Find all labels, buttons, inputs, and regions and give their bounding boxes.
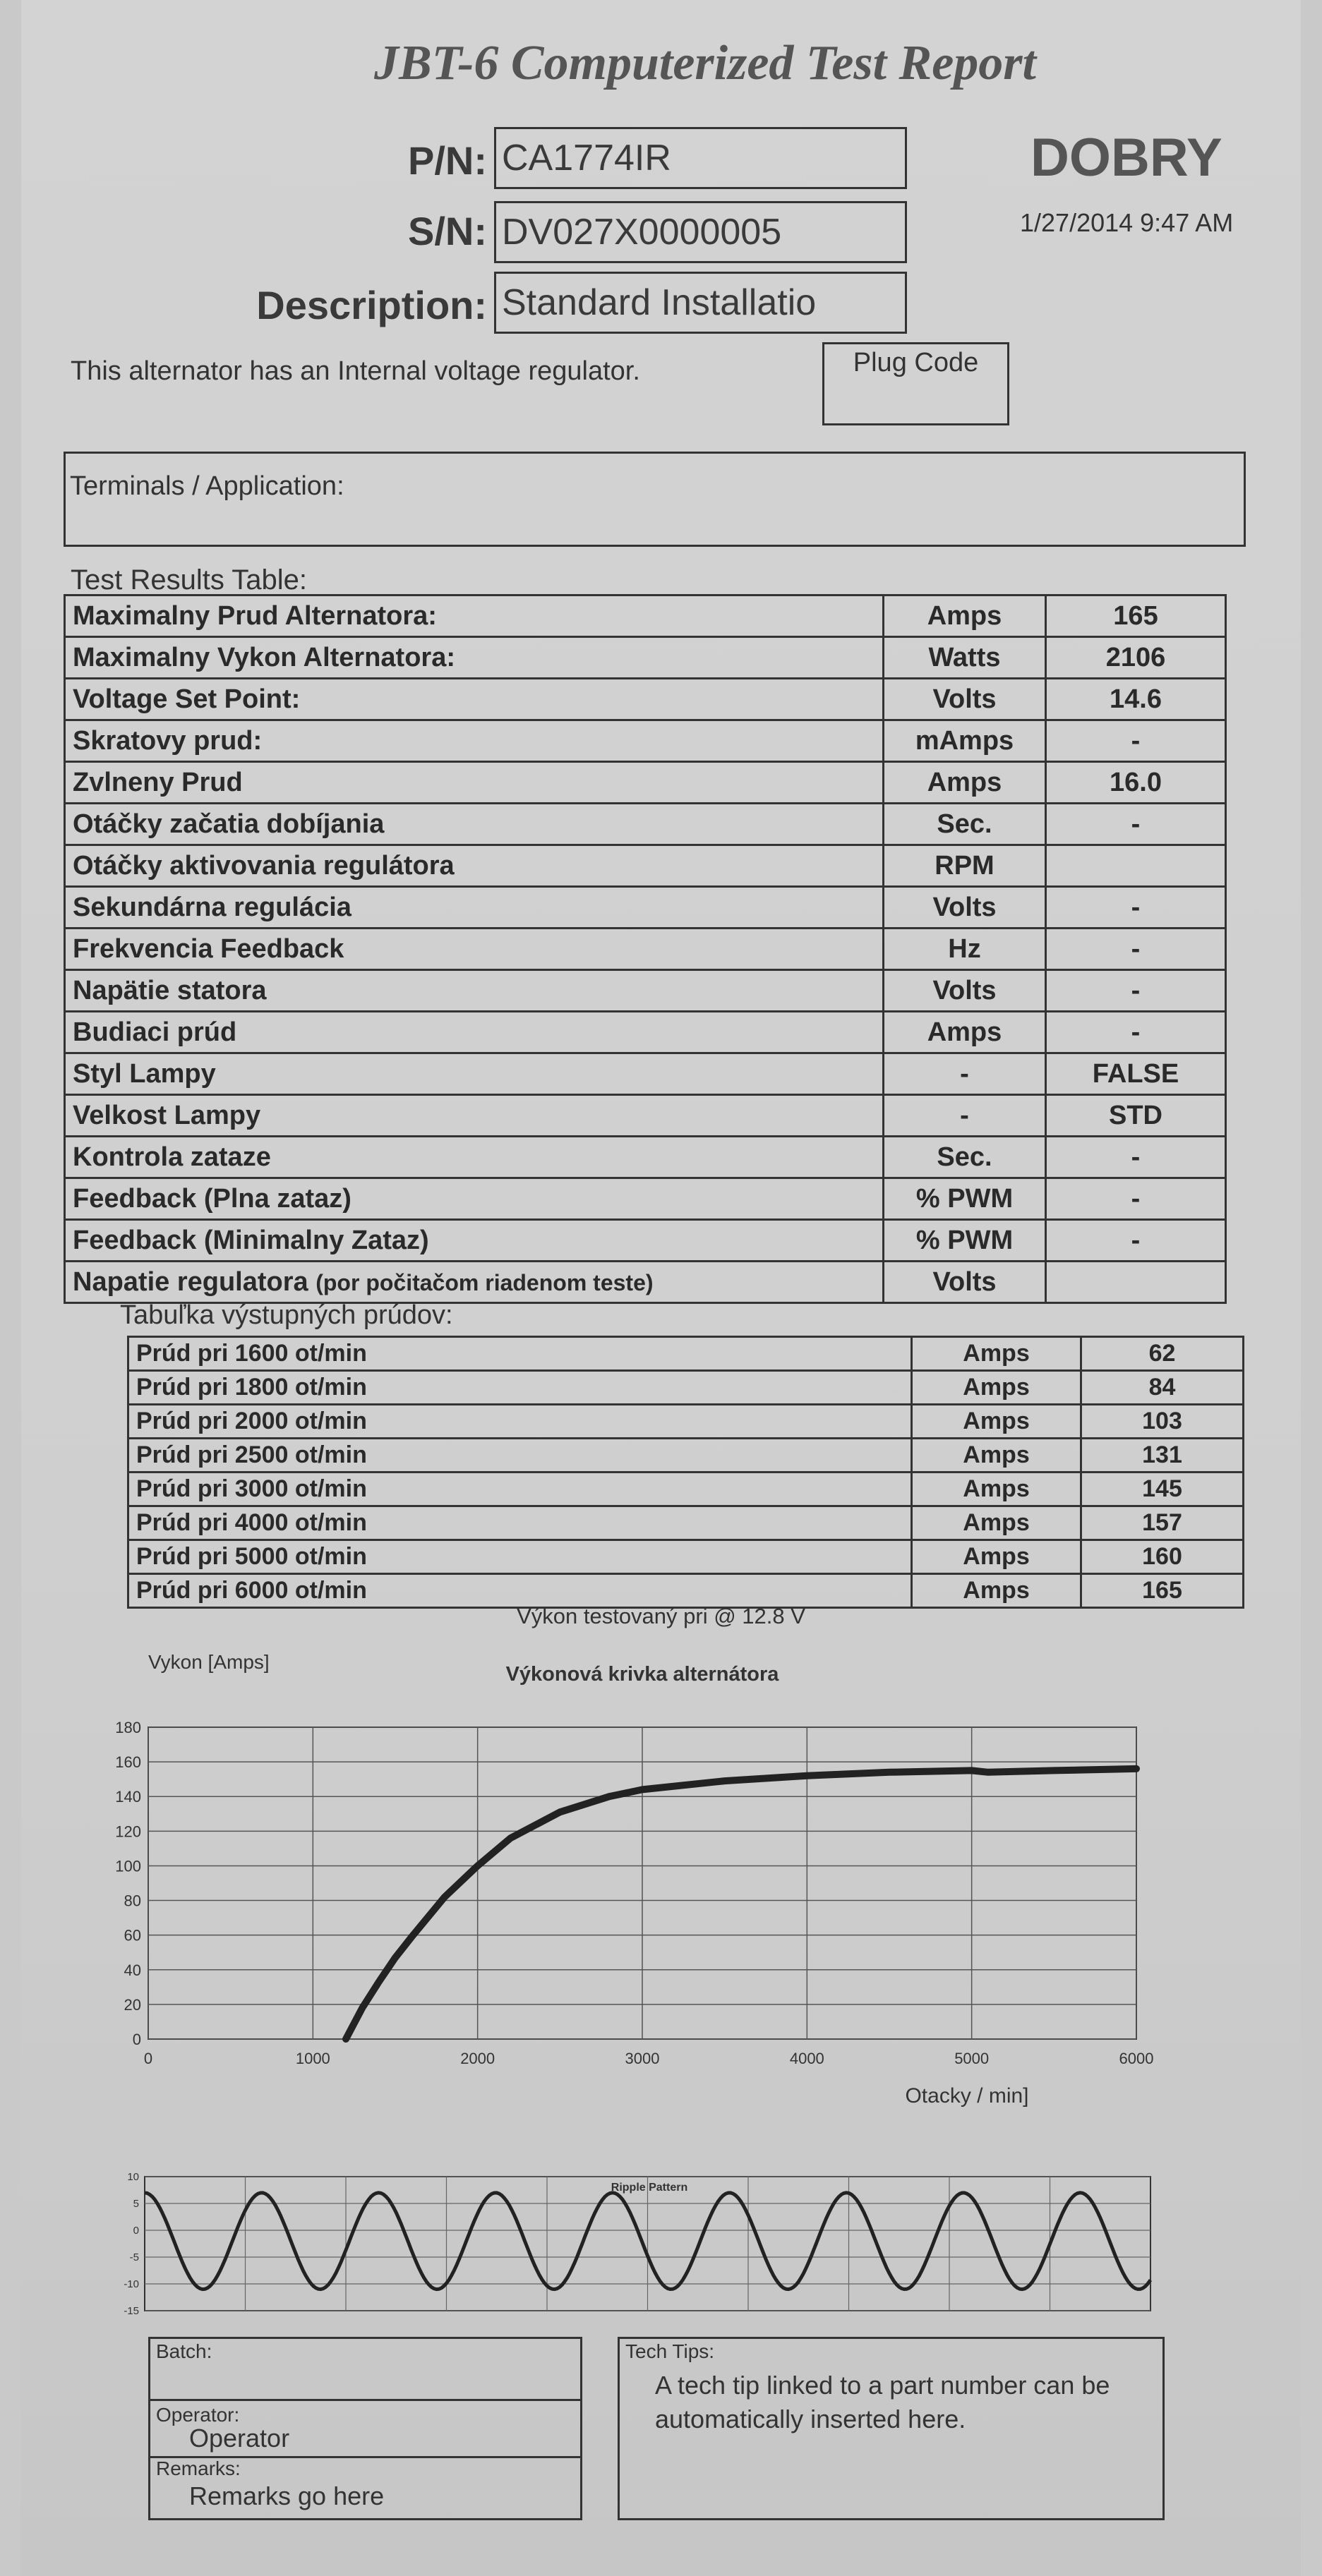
output-unit: Amps — [912, 1473, 1081, 1506]
result-status: DOBRY — [1030, 128, 1222, 188]
result-row — [65, 762, 1226, 804]
ripple-tick-label: -5 — [129, 2251, 139, 2263]
output-row — [128, 1439, 1244, 1473]
tech-tips-label: Tech Tips: — [625, 2340, 715, 2362]
result-row — [65, 720, 1226, 762]
results-title: Test Results Table: — [71, 564, 307, 595]
x-tick-label: 4000 — [789, 2050, 824, 2067]
result-label-text: Otáčky začatia dobíjania — [73, 809, 385, 839]
result-label-text: Otáčky aktivovania regulátora — [73, 850, 455, 881]
result-label — [65, 679, 884, 720]
result-unit: Volts — [884, 970, 1046, 1012]
report-title: JBT-6 Computerized Test Report — [374, 36, 1036, 90]
output-unit: Amps — [912, 1439, 1081, 1473]
result-unit: Watts — [884, 637, 1046, 679]
y-tick-label: 40 — [124, 1961, 141, 1979]
y-tick-label: 180 — [115, 1719, 141, 1736]
result-row — [65, 1095, 1226, 1137]
output-row — [128, 1473, 1244, 1506]
result-unit: - — [884, 1095, 1046, 1137]
output-label — [128, 1540, 912, 1574]
result-value — [1046, 1262, 1226, 1303]
y-tick-label: 120 — [115, 1822, 141, 1841]
output-row — [128, 1371, 1244, 1405]
result-label — [65, 929, 884, 970]
result-label — [65, 595, 884, 637]
y-tick-label: 60 — [124, 1926, 141, 1945]
output-unit: Amps — [912, 1506, 1081, 1540]
description-field: Standard Installatio — [494, 272, 907, 334]
x-axis-label: Otacky / min] — [905, 2084, 1029, 2108]
result-unit: Volts — [884, 679, 1046, 720]
output-row — [128, 1574, 1244, 1608]
result-label — [65, 1262, 884, 1303]
result-row — [65, 1137, 1226, 1178]
result-row — [65, 679, 1226, 720]
result-unit: Amps — [884, 762, 1046, 804]
result-value: - — [1046, 804, 1226, 845]
test-voltage-note: Výkon testovaný pri @ 12.8 V — [517, 1604, 805, 1628]
result-row — [65, 845, 1226, 887]
result-label-text: Styl Lampy — [73, 1058, 216, 1089]
ripple-tick-label: 10 — [127, 2171, 139, 2183]
pn-field: CA1774IR — [494, 127, 907, 189]
result-unit: % PWM — [884, 1178, 1046, 1220]
result-row — [65, 1012, 1226, 1053]
result-label-text: Skratovy prud: — [73, 725, 263, 756]
result-value: FALSE — [1046, 1053, 1226, 1095]
ripple-tick-label: -15 — [124, 2305, 139, 2317]
result-label-text: Voltage Set Point: — [73, 684, 301, 714]
output-label — [128, 1439, 912, 1473]
test-datetime: 1/27/2014 9:47 AM — [1020, 208, 1234, 237]
power-curve-line — [346, 1769, 1136, 2039]
batch-label: Batch: — [156, 2340, 212, 2362]
output-value: 62 — [1081, 1337, 1244, 1371]
output-value: 165 — [1081, 1574, 1244, 1608]
output-label-text: Prúd pri 3000 ot/min — [136, 1475, 367, 1502]
tech-tips-box — [618, 2337, 1165, 2520]
result-label-text: Napätie statora — [73, 975, 267, 1005]
result-label — [65, 1053, 884, 1095]
x-tick-label: 6000 — [1119, 2050, 1154, 2067]
output-value: 160 — [1081, 1540, 1244, 1574]
output-value: 131 — [1081, 1439, 1244, 1473]
description-label: Description: — [256, 283, 487, 327]
x-tick-label: 2000 — [460, 2050, 495, 2067]
output-value: 103 — [1081, 1405, 1244, 1439]
result-value — [1046, 845, 1226, 887]
result-unit: Volts — [884, 1262, 1046, 1303]
result-unit: Amps — [884, 595, 1046, 637]
result-unit: Hz — [884, 929, 1046, 970]
y-tick-label: 80 — [124, 1892, 141, 1910]
result-row — [65, 595, 1226, 637]
x-tick-label: 1000 — [295, 2050, 330, 2067]
output-label — [128, 1337, 912, 1371]
result-label-text: Maximalny Prud Alternatora: — [73, 600, 437, 631]
pn-label: P/N: — [408, 138, 487, 183]
result-label-note: (por počitačom riadenom teste) — [316, 1269, 654, 1295]
result-label-text: Kontrola zataze — [73, 1142, 271, 1172]
result-row — [65, 1220, 1226, 1262]
result-label — [65, 970, 884, 1012]
result-label — [65, 762, 884, 804]
regulator-note: This alternator has an Internal voltage regulator. — [71, 356, 640, 386]
result-unit: mAmps — [884, 720, 1046, 762]
output-label — [128, 1405, 912, 1439]
result-row — [65, 804, 1226, 845]
result-row — [65, 887, 1226, 929]
result-row — [65, 1178, 1226, 1220]
output-label — [128, 1473, 912, 1506]
y-tick-label: 140 — [115, 1788, 141, 1806]
operator-value: Operator — [189, 2424, 290, 2453]
result-label — [65, 1178, 884, 1220]
ripple-tick-label: 0 — [133, 2225, 139, 2237]
output-unit: Amps — [912, 1371, 1081, 1405]
sn-field: DV027X0000005 — [494, 201, 907, 263]
output-value: 145 — [1081, 1473, 1244, 1506]
result-unit: Volts — [884, 887, 1046, 929]
output-label — [128, 1506, 912, 1540]
plug-code-label: Plug Code — [853, 348, 979, 377]
tech-tips-text: A tech tip linked to a part number can be automatically inserted here. — [655, 2371, 1110, 2433]
result-value: - — [1046, 720, 1226, 762]
result-label — [65, 887, 884, 929]
output-title: Tabuľka výstupných prúdov: — [120, 1300, 453, 1330]
sn-label: S/N: — [408, 209, 487, 253]
output-row — [128, 1337, 1244, 1371]
result-label — [65, 1095, 884, 1137]
result-row — [65, 1262, 1226, 1303]
output-label-text: Prúd pri 2000 ot/min — [136, 1408, 367, 1434]
result-unit: RPM — [884, 845, 1046, 887]
output-table — [127, 1336, 1244, 1609]
output-value: 84 — [1081, 1371, 1244, 1405]
remarks-label: Remarks: — [156, 2457, 241, 2479]
output-row — [128, 1540, 1244, 1574]
result-label-text: Sekundárna regulácia — [73, 892, 351, 922]
output-unit: Amps — [912, 1405, 1081, 1439]
result-value: - — [1046, 1220, 1226, 1262]
result-label — [65, 804, 884, 845]
output-label — [128, 1574, 912, 1608]
result-value: - — [1046, 1012, 1226, 1053]
output-unit: Amps — [912, 1574, 1081, 1608]
y-tick-label: 160 — [115, 1753, 141, 1772]
result-value: STD — [1046, 1095, 1226, 1137]
result-value: 14.6 — [1046, 679, 1226, 720]
result-unit: Amps — [884, 1012, 1046, 1053]
output-row — [128, 1405, 1244, 1439]
result-unit: Sec. — [884, 1137, 1046, 1178]
ripple-tick-label: -10 — [124, 2278, 139, 2290]
result-value: - — [1046, 929, 1226, 970]
output-value: 157 — [1081, 1506, 1244, 1540]
ripple-tick-label: 5 — [133, 2198, 139, 2210]
remarks-value: Remarks go here — [189, 2481, 385, 2510]
result-row — [65, 637, 1226, 679]
result-value: - — [1046, 1137, 1226, 1178]
output-row — [128, 1506, 1244, 1540]
result-label — [65, 720, 884, 762]
chart-title: Výkonová krivka alternátora — [505, 1663, 779, 1686]
y-tick-label: 20 — [124, 1995, 141, 2014]
result-label-text: Zvlneny Prud — [73, 767, 243, 797]
power-curve-chart — [21, 1637, 1301, 2124]
ripple-chart — [21, 2159, 1301, 2321]
plug-code-box — [822, 342, 1009, 425]
result-label — [65, 1220, 884, 1262]
output-unit: Amps — [912, 1540, 1081, 1574]
result-unit: Sec. — [884, 804, 1046, 845]
result-unit: % PWM — [884, 1220, 1046, 1262]
result-label-text: Maximalny Vykon Alternatora: — [73, 642, 456, 672]
result-value: 2106 — [1046, 637, 1226, 679]
x-tick-label: 5000 — [954, 2050, 990, 2067]
ripple-title: Ripple Pattern — [611, 2182, 688, 2194]
output-label-text: Prúd pri 1600 ot/min — [136, 1340, 367, 1367]
output-label-text: Prúd pri 1800 ot/min — [136, 1374, 367, 1401]
report-sheet — [21, 0, 1301, 2576]
result-value: - — [1046, 887, 1226, 929]
result-value: 165 — [1046, 595, 1226, 637]
y-axis-label: Vykon [Amps] — [148, 1651, 270, 1673]
result-label — [65, 1137, 884, 1178]
terminals-box — [64, 452, 1246, 547]
result-row — [65, 929, 1226, 970]
x-tick-label: 3000 — [625, 2050, 660, 2067]
result-label-text: Feedback (Plna zataz) — [73, 1183, 351, 1214]
output-label-text: Prúd pri 2500 ot/min — [136, 1441, 367, 1468]
result-value: - — [1046, 1178, 1226, 1220]
result-label-text: Budiaci prúd — [73, 1017, 237, 1047]
result-value: 16.0 — [1046, 762, 1226, 804]
result-label-text: Velkost Lampy — [73, 1100, 261, 1130]
output-unit: Amps — [912, 1337, 1081, 1371]
result-label — [65, 845, 884, 887]
result-value: - — [1046, 970, 1226, 1012]
x-tick-label: 0 — [143, 2050, 153, 2067]
output-label-text: Prúd pri 4000 ot/min — [136, 1509, 367, 1536]
y-tick-label: 0 — [132, 2031, 141, 2048]
result-label-text: Feedback (Minimalny Zataz) — [73, 1225, 429, 1255]
result-label — [65, 637, 884, 679]
operator-label: Operator: — [156, 2404, 240, 2426]
result-label — [65, 1012, 884, 1053]
batch-box — [148, 2337, 582, 2520]
divider — [150, 2399, 580, 2401]
result-label-text: Napatie regulatora — [73, 1266, 308, 1297]
output-label — [128, 1371, 912, 1405]
result-row — [65, 970, 1226, 1012]
result-label-text: Frekvencia Feedback — [73, 933, 344, 964]
result-row — [65, 1053, 1226, 1095]
results-table — [64, 594, 1227, 1304]
terminals-label: Terminals / Application: — [70, 471, 344, 501]
output-label-text: Prúd pri 6000 ot/min — [136, 1577, 367, 1604]
output-label-text: Prúd pri 5000 ot/min — [136, 1543, 367, 1570]
result-unit: - — [884, 1053, 1046, 1095]
y-tick-label: 100 — [115, 1857, 141, 1875]
